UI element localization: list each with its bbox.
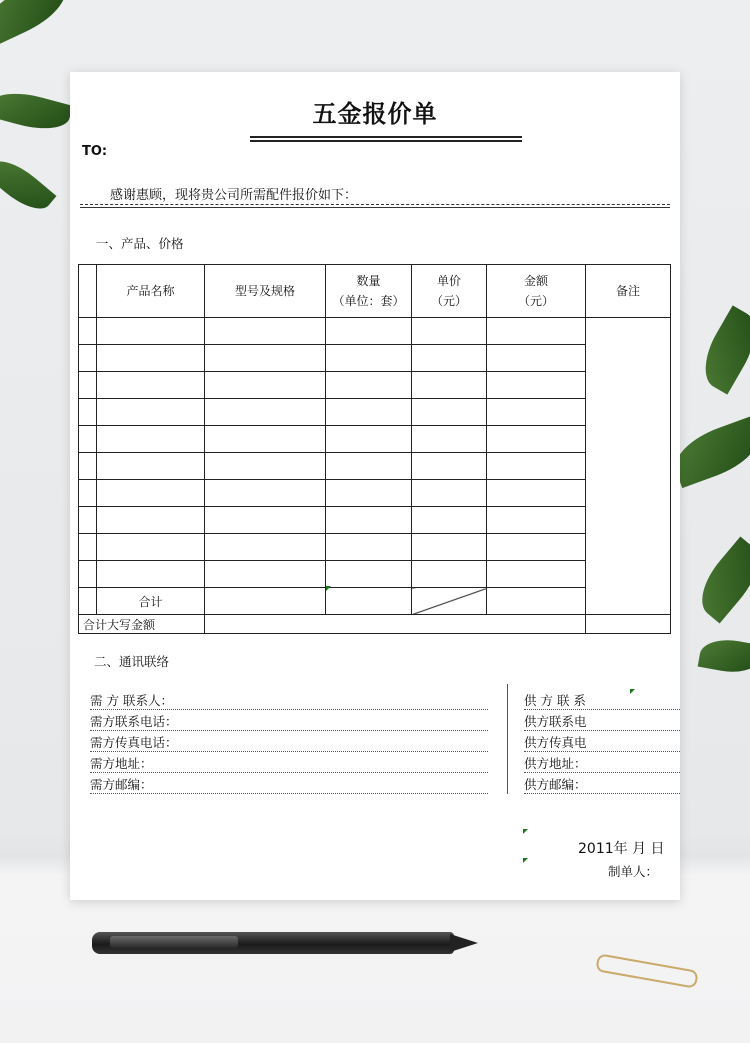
cell-marker-icon xyxy=(630,689,635,694)
plant-leaf xyxy=(693,305,750,394)
table-row xyxy=(79,561,671,588)
quote-table xyxy=(78,264,671,634)
table-row xyxy=(79,453,671,480)
table-row xyxy=(79,372,671,399)
table-row xyxy=(79,480,671,507)
supplier-phone-row[interactable]: 供方联系电 xyxy=(524,711,680,731)
quotation-paper xyxy=(70,72,680,900)
header-amount: 金额 （元） xyxy=(487,265,586,318)
index-header xyxy=(79,265,97,318)
plant-leaf xyxy=(0,85,73,137)
supplier-contact-row[interactable]: 供 方 联 系 xyxy=(524,690,680,710)
section-title-contact: 二、通讯联络 xyxy=(94,654,170,669)
cell-marker-icon xyxy=(523,829,528,834)
maker-label[interactable]: 制单人： xyxy=(608,864,659,879)
plant-leaf xyxy=(698,635,750,677)
total-words-value[interactable] xyxy=(205,615,586,634)
table-row xyxy=(79,507,671,534)
plant-leaf xyxy=(0,151,56,219)
pen-clip xyxy=(110,936,238,948)
supplier-fax-row[interactable]: 供方传真电 xyxy=(524,732,680,752)
buyer-contact-row[interactable]: 需 方 联系人： xyxy=(90,690,488,710)
cell-marker-icon xyxy=(523,858,528,863)
header-product-name: 产品名称 xyxy=(97,265,205,318)
table-header-row xyxy=(79,265,671,318)
header-quantity: 数量 （单位：套） xyxy=(326,265,412,318)
table-row xyxy=(79,534,671,561)
subtotal-label: 合计 xyxy=(97,588,205,615)
plant-leaf xyxy=(0,0,74,47)
date-line[interactable]: 2011年 月 日 xyxy=(578,841,665,857)
total-words-label: 合计大写金额 xyxy=(79,615,205,634)
paperclip-icon xyxy=(595,953,699,988)
contact-divider xyxy=(507,684,508,794)
header-unit-price: 单价 （元） xyxy=(412,265,487,318)
to-label: TO: xyxy=(82,144,108,159)
buyer-address-row[interactable]: 需方地址： xyxy=(90,753,488,773)
buyer-fax-row[interactable]: 需方传真电话： xyxy=(90,732,488,752)
table-row xyxy=(79,426,671,453)
title-underline xyxy=(250,136,522,142)
cell-marker-icon xyxy=(326,586,331,591)
divider-solid xyxy=(80,207,670,208)
plant-leaf xyxy=(689,537,750,624)
section-title-products: 一、产品、价格 xyxy=(96,236,184,251)
supplier-address-row[interactable]: 供方地址： xyxy=(524,753,680,773)
supplier-postcode-row[interactable]: 供方邮编： xyxy=(524,774,680,794)
buyer-postcode-row[interactable]: 需方邮编： xyxy=(90,774,488,794)
subtotal-row xyxy=(79,588,671,615)
remark-cell[interactable] xyxy=(586,318,671,615)
intro-text: 感谢惠顾，现将贵公司所需配件报价如下： xyxy=(110,188,358,203)
table-row xyxy=(79,318,671,345)
header-model: 型号及规格 xyxy=(205,265,326,318)
table-row xyxy=(79,345,671,372)
divider-dashed xyxy=(80,204,670,205)
total-words-row xyxy=(79,615,671,634)
slash-cell xyxy=(412,588,487,615)
table-row xyxy=(79,399,671,426)
pen-tip xyxy=(450,934,478,952)
document-title: 五金报价单 xyxy=(312,100,438,128)
buyer-phone-row[interactable]: 需方联系电话： xyxy=(90,711,488,731)
header-remark: 备注 xyxy=(586,265,671,318)
